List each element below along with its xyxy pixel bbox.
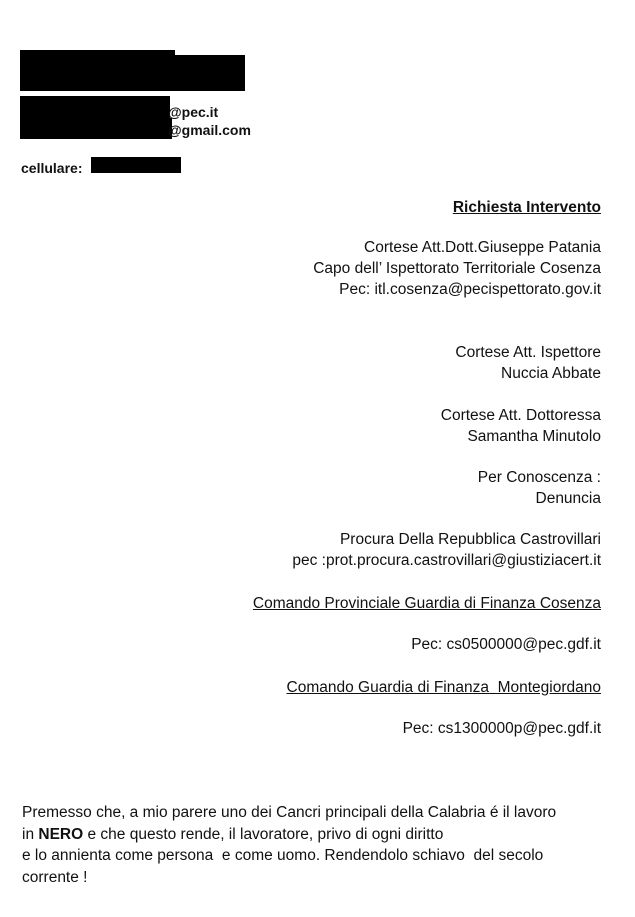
recipient-line: pec :prot.procura.castrovillari@giustiziacert.it — [292, 552, 601, 569]
body-line-2 — [22, 824, 612, 846]
body-line-1: Premesso che, a mio parere uno dei Cancri principali della Calabria é il lavoro — [22, 804, 557, 821]
redaction-block-email-1 — [20, 96, 170, 118]
recipient-line: Procura Della Repubblica Castrovillari — [339, 531, 601, 548]
recipient-line: Cortese Att. Dottoressa — [440, 407, 601, 424]
recipient-block-procura — [292, 529, 601, 571]
redaction-block-email-2 — [20, 118, 172, 139]
recipient-line: Capo dell’ Ispettorato Territoriale Cosenza — [313, 260, 601, 277]
sender-gmail-email: @gmail.com — [168, 122, 251, 138]
recipient-line: Per Conoscenza : — [477, 469, 601, 486]
body-line-2-bold: NERO — [38, 825, 84, 843]
recipient-block-dottoressa — [441, 405, 601, 447]
gdf-montegiordano-pec: Pec: cs1300000p@pec.gdf.it — [402, 720, 601, 737]
recipient-line: Denuncia — [535, 490, 601, 507]
body-line-4: corrente ! — [22, 868, 88, 886]
body-paragraph — [22, 802, 612, 888]
gdf-cosenza-heading: Comando Provinciale Guardia di Finanza Cosenza — [252, 595, 601, 612]
cellulare-label: cellulare: — [21, 160, 83, 176]
recipient-line: Nuccia Abbate — [501, 365, 601, 382]
recipient-block-conoscenza — [478, 467, 601, 509]
body-line-2-rest: e che questo rende, il lavoratore, privo di ogni diritto — [83, 825, 444, 843]
redaction-block-name — [20, 55, 245, 91]
recipient-block-ispettore — [455, 342, 601, 384]
recipient-line: Samantha Minutolo — [467, 428, 601, 445]
gdf-cosenza-pec: Pec: cs0500000@pec.gdf.it — [411, 636, 601, 653]
document-title: Richiesta Intervento — [452, 199, 601, 216]
sender-pec-email: @pec.it — [168, 104, 219, 120]
recipient-block-ispettorato — [313, 237, 601, 300]
body-line-2-prefix: in — [22, 825, 39, 843]
recipient-line: Pec: itl.cosenza@pecispettorato.gov.it — [339, 281, 601, 298]
gdf-montegiordano-heading: Comando Guardia di Finanza Montegiordano — [286, 679, 601, 696]
redaction-block-phone — [91, 157, 181, 173]
body-line-3: e lo annienta come persona e come uomo. Rendendolo schiavo del secolo — [22, 847, 544, 864]
recipient-line: Cortese Att. Ispettore — [455, 344, 601, 361]
recipient-line: Cortese Att.Dott.Giuseppe Patania — [364, 239, 601, 256]
